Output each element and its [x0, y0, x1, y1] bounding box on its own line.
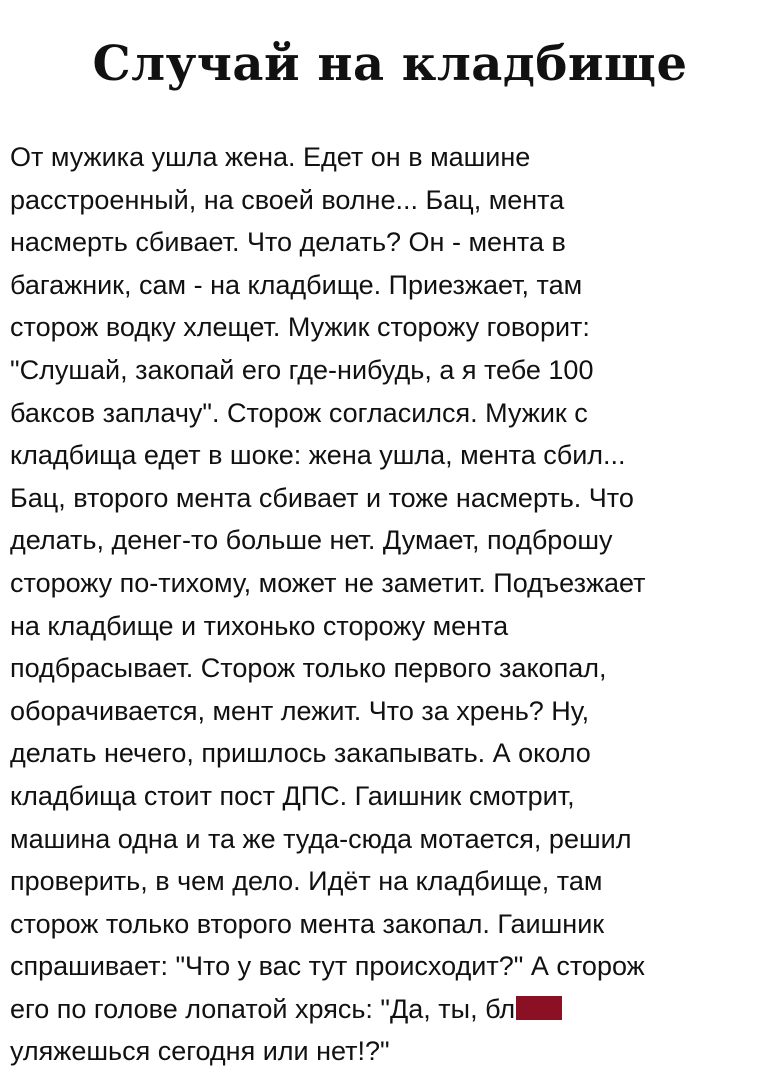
story-line: насмерть сбивает. Что делать? Он - мента в [10, 227, 566, 258]
story-line: подбрасывает. Сторож только первого закопал, [10, 653, 607, 684]
story-line: спрашивает: "Что у вас тут происходит?" А сторож [10, 951, 645, 982]
story-text [10, 136, 775, 1073]
story-line: расстроенный, на своей волне... Бац, мента [10, 184, 565, 215]
story-line: делать нечего, пришлось закапывать. А около [10, 738, 591, 769]
story-line-text: его по голове лопатой хрясь: "Да, ты, бл [10, 993, 516, 1024]
story-line: оборачивается, мент лежит. Что за хрень? Ну, [10, 695, 590, 726]
story-line: проверить, в чем дело. Идёт на кладбище, там [10, 866, 603, 897]
story-line: сторож водку хлещет. Мужик сторожу говорит: [10, 312, 590, 343]
story-line: Бац, второго мента сбивает и тоже насмерть. Что [10, 482, 634, 513]
story-line: сторожу по-тихому, может не заметит. Подъезжает [10, 567, 646, 598]
story-line-censored [10, 988, 775, 1031]
story-line: баксов заплачу". Сторож согласился. Мужик с [10, 397, 588, 428]
story-line: уляжешься сегодня или нет!?" [10, 1036, 390, 1067]
story-line: машина одна и та же туда-сюда мотается, решил [10, 823, 632, 854]
story-line: "Слушай, закопай его где-нибудь, а я тебе 100 [10, 354, 594, 385]
story-line: сторож только второго мента закопал. Гаишник [10, 908, 605, 939]
story-line: делать, денег-то больше нет. Думает, подброшу [10, 525, 613, 556]
story-line: От мужика ушла жена. Едет он в машине [10, 142, 531, 172]
censor-bar [516, 996, 562, 1020]
story-line: кладбища стоит пост ДПС. Гаишник смотрит, [10, 780, 575, 811]
story-line: на кладбище и тихонько сторожу мента [10, 610, 509, 641]
story-line: багажник, сам - на кладбище. Приезжает, там [10, 269, 583, 300]
story-line: кладбища едет в шоке: жена ушла, мента сбил... [10, 440, 626, 471]
page-title: Случай на кладбище [92, 36, 688, 92]
